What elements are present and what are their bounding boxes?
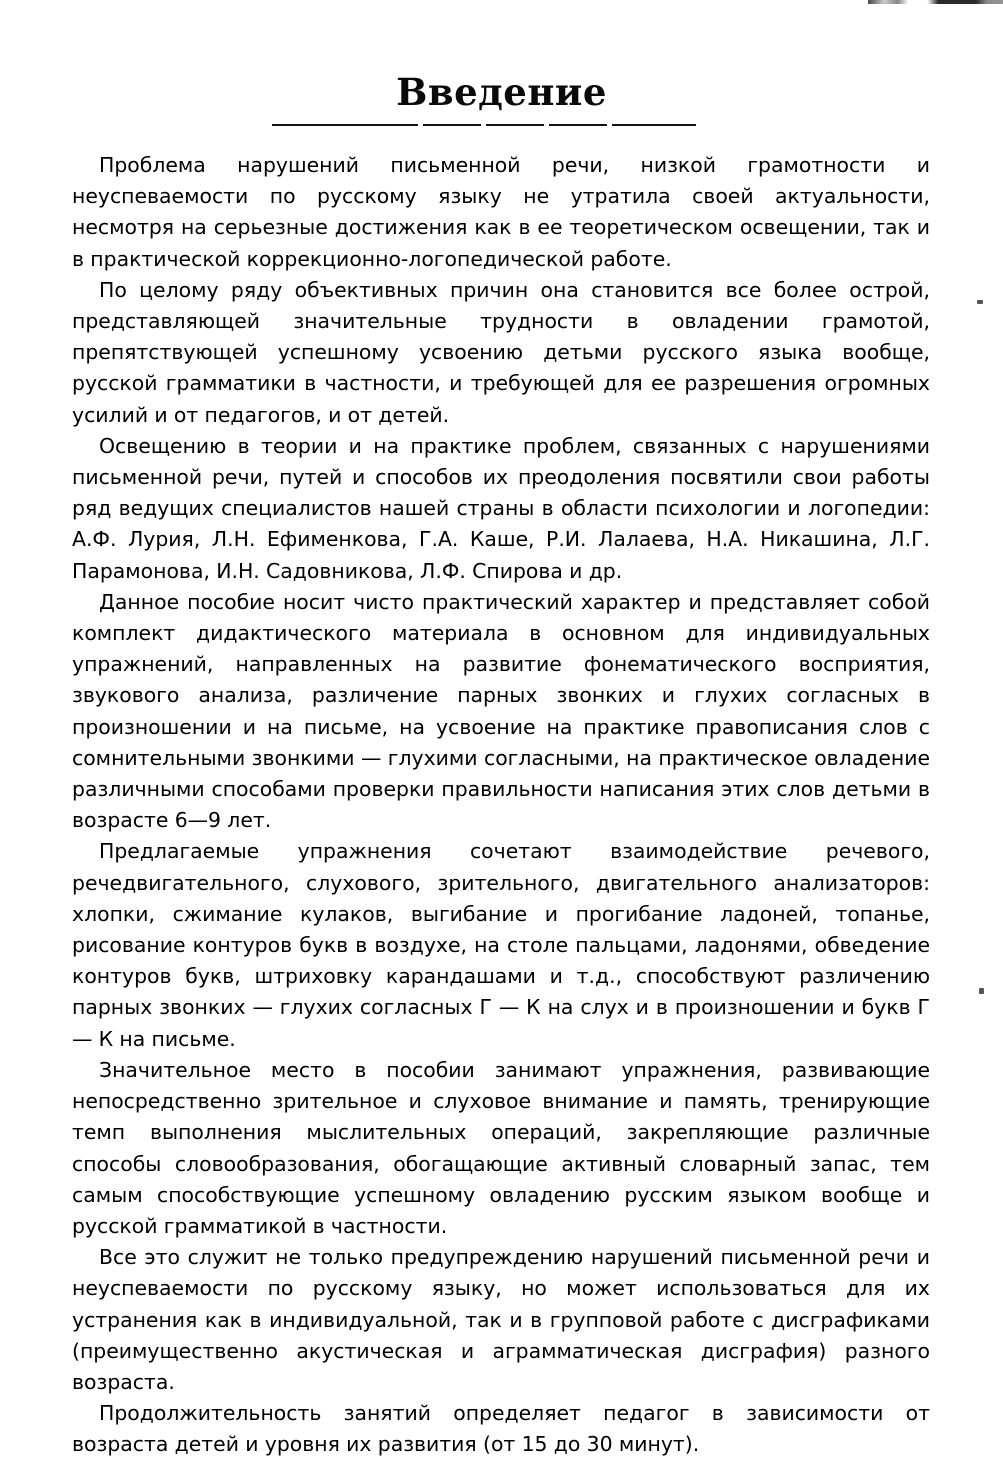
paragraph-7: Все это служит не только предупреждению нарушений письменной речи и неуспеваемости по русскому языку, но может использоваться для их устранения как в индивидуальной, так и в групповой работе с дисграфиками (преимущественно акустическая и аграмматическая дисграфия) разного возраста. bbox=[72, 1245, 930, 1394]
paragraph-8: Продолжительность занятий определяет педагог в зависимости от возраста детей и уровня их развития (от 15 до 30 минут). bbox=[72, 1401, 930, 1457]
paragraph-5: Предлагаемые упражнения сочетают взаимодействие речевого, речедвигательного, слухового, зрительного, двигательного анализаторов: хлопки, сжимание кулаков, выгибание и прогибание ладоней, топанье, рисование контуров букв в воздухе, на столе пальцами, ладонями, обведение контуров букв, штриховку карандашами и т.д., способствуют различению парных звонких — глухих согласных Г — К на слух и в произношении и букв Г — К на письме. bbox=[72, 839, 930, 1051]
divider-segment bbox=[549, 124, 607, 126]
divider-segment bbox=[486, 124, 544, 126]
paragraph-1: Проблема нарушений письменной речи, низкой грамотности и неуспеваемости по русскому языку не утратила своей актуальности, несмотря на серьезные достижения как в ее теоретическом освещении, так и в практической коррекционно-логопедической работе. bbox=[72, 153, 930, 271]
page-header bbox=[0, 70, 1003, 114]
scan-speck-right-upper bbox=[977, 300, 983, 304]
divider-segment bbox=[612, 124, 696, 126]
body-text-column bbox=[72, 150, 930, 1461]
paragraph-2: По целому ряду объективных причин она становится все более острой, представляющей значительные трудности в овладении грамотой, препятствующей успешному усвоению детьми русского языка вообще, русской грамматики в частности, и требующей для ее разрешения огромных усилий и от педагогов, и от детей. bbox=[72, 277, 930, 427]
scan-edge-smudge-top-right bbox=[868, 0, 1003, 4]
page-title: Введение bbox=[396, 70, 607, 114]
paragraph-3: Освещению в теории и на практике проблем, связанных с нарушениями письменной речи, путей и способов их преодоления посвятили свои работы ряд ведущих специалистов нашей страны в области психологии и логопедии: А.Ф. Лурия, Л.Н. Ефименкова, Г.А. Каше, Р.И. Лалаева, Н.А. Никашина, Л.Г. Парамонова, И.Н. Садовникова, Л.Ф. Спирова и др. bbox=[72, 433, 930, 583]
divider-segment bbox=[423, 124, 481, 126]
divider-segment bbox=[272, 124, 418, 126]
scan-speck-right-lower bbox=[979, 988, 984, 994]
paragraph-4: Данное пособие носит чисто практический характер и представляет собой комплект дидактического материала в основном для индивидуальных упражнений, направленных на развитие фонематического восприятия, звукового анализа, различение парных звонких и глухих согласных в произношении и на письме, на усвоение на практике правописания слов с сомнительными звонкими — глухими согласными, на практическое овладение различными способами проверки правильности написания этих слов детьми в возрасте 6—9 лет. bbox=[72, 589, 930, 833]
paragraph-6: Значительное место в пособии занимают упражнения, развивающие непосредственно зрительное и слуховое внимание и память, тренирующие темп выполнения мыслительных операций, закрепляющие различные способы словообразования, обогащающие активный словарный запас, тем самым способствующие успешному овладению русским языком вообще и русской грамматикой в частности. bbox=[72, 1057, 930, 1238]
title-divider-rule bbox=[272, 124, 696, 127]
